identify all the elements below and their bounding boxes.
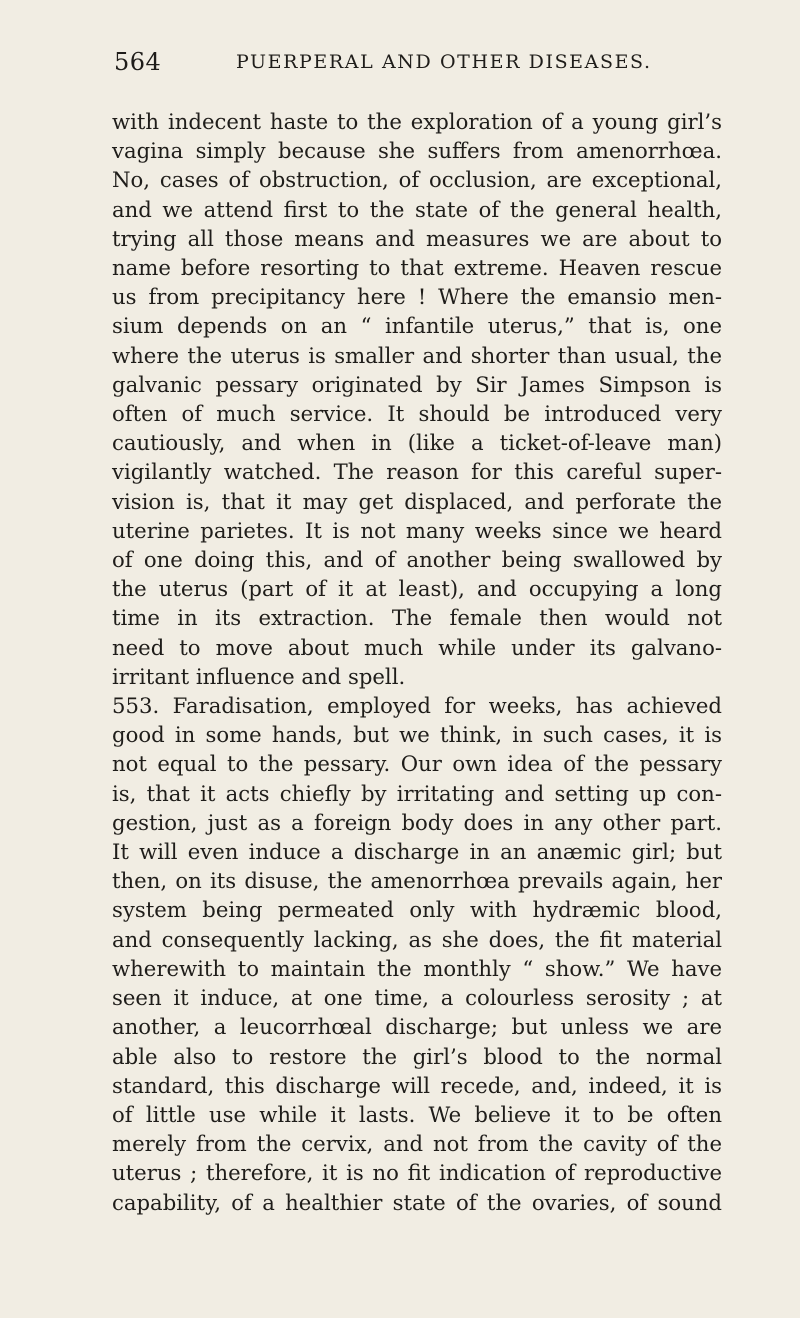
text-line: is, that it acts chiefly by irritating and setting up con- [112, 780, 722, 806]
text-line: sium depends on an “ infantile uterus,” that is, one [112, 313, 722, 339]
body-text [112, 107, 722, 1217]
text-line: vision is, that it may get displaced, and perforate the [112, 488, 722, 514]
text-line: then, on its disuse, the amenorrhœa prevails again, her [112, 868, 722, 894]
text-line: capability, of a healthier state of the ovaries, of sound [112, 1189, 722, 1215]
text-line: uterus ; therefore, it is no fit indication of reproductive [112, 1160, 722, 1186]
text-line: where the uterus is smaller and shorter than usual, the [112, 342, 722, 368]
running-head [104, 44, 724, 84]
text-line: us from precipitancy here ! Where the emansio men- [112, 284, 722, 310]
text-line: name before resorting to that extreme. Heaven rescue [112, 255, 722, 281]
text-line: vigilantly watched. The reason for this careful super- [112, 459, 722, 485]
text-line: with indecent haste to the exploration of a young girl’s [112, 109, 722, 134]
text-line: good in some hands, but we think, in such cases, it is [112, 722, 722, 748]
text-line: and we attend first to the state of the general health, [112, 196, 722, 222]
text-line: 553. Faradisation, employed for weeks, has achieved [112, 693, 722, 719]
text-line: trying all those means and measures we are about to [112, 225, 722, 251]
running-head-title: PUERPERAL AND OTHER DISEASES. [236, 51, 652, 73]
text-line: and consequently lacking, as she does, the fit material [112, 926, 722, 952]
text-line: uterine parietes. It is not many weeks since we heard [112, 517, 722, 543]
text-line: system being permeated only with hydræmic blood, [112, 897, 722, 923]
text-line: another, a leucorrhœal discharge; but unless we are [112, 1014, 722, 1040]
text-line: need to move about much while under its galvano- [112, 634, 722, 660]
text-line: the uterus (part of it at least), and occupying a long [112, 576, 722, 602]
text-line: It will even induce a discharge in an anæmic girl; but [112, 839, 722, 865]
text-line: often of much service. It should be introduced very [112, 401, 722, 427]
text-line: vagina simply because she suffers from amenorrhœa. [112, 138, 722, 164]
text-line: standard, this discharge will recede, and, indeed, it is [112, 1072, 722, 1098]
text-line: able also to restore the girl’s blood to the normal [112, 1043, 722, 1069]
text-line: of little use while it lasts. We believe it to be often [112, 1101, 722, 1127]
text-line: not equal to the pessary. Our own idea of the pessary [112, 751, 722, 777]
page-number: 564 [114, 48, 162, 76]
text-line: No, cases of obstruction, of occlusion, are exceptional, [112, 167, 722, 193]
text-line: cautiously, and when in (like a ticket-of-leave man) [112, 430, 722, 456]
text-line: gestion, just as a foreign body does in any other part. [112, 809, 722, 835]
text-line: seen it induce, at one time, a colourless serosity ; at [112, 985, 722, 1011]
text-line: time in its extraction. The female then would not [112, 605, 722, 631]
text-line: merely from the cervix, and not from the cavity of the [112, 1131, 722, 1157]
text-line: of one doing this, and of another being swallowed by [112, 547, 722, 573]
text-line: wherewith to maintain the monthly “ show.” We have [112, 955, 722, 981]
text-line: galvanic pessary originated by Sir James Simpson is [112, 371, 722, 397]
text-line: irritant influence and spell. [112, 663, 406, 689]
